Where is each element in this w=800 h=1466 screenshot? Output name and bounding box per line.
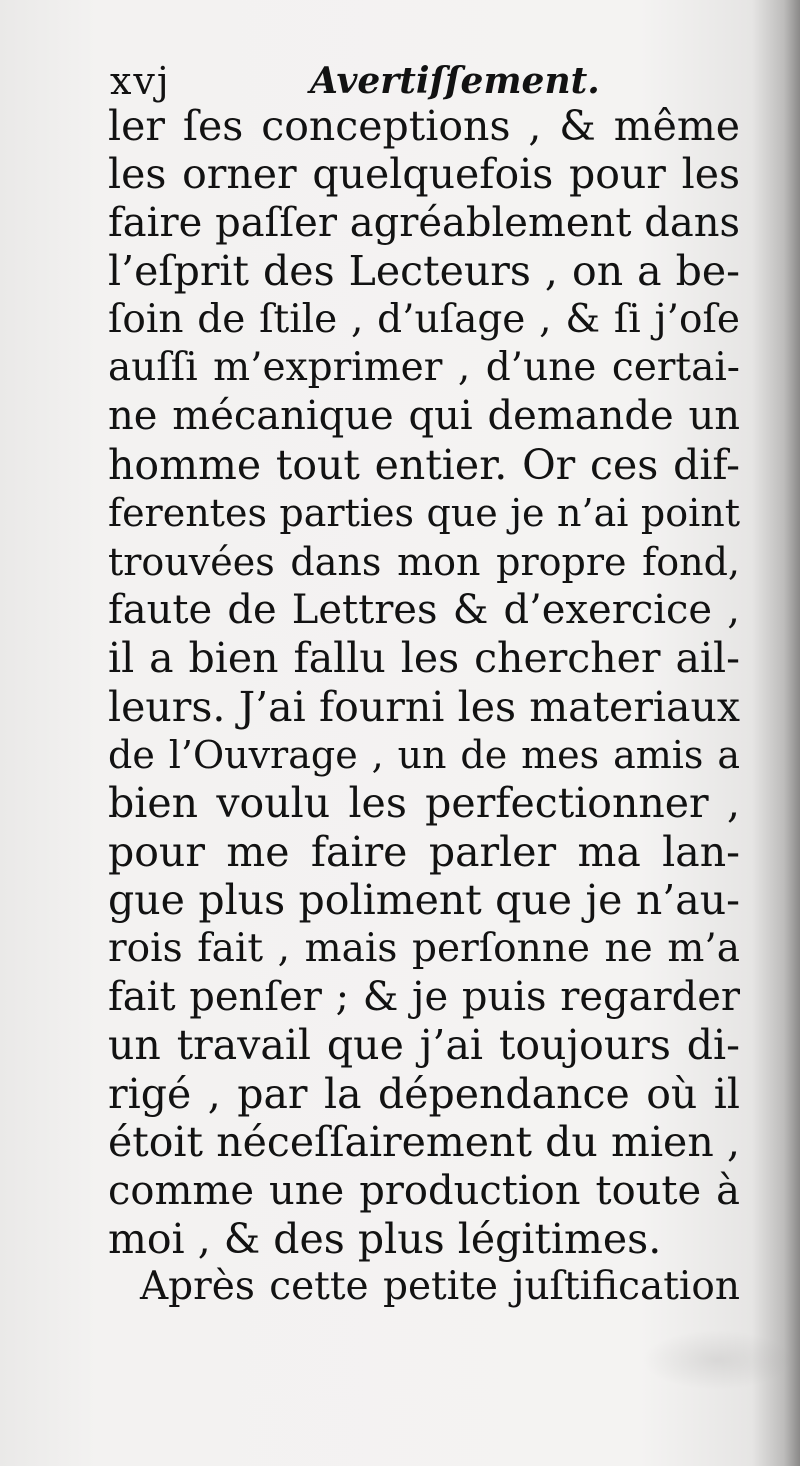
text-line: auſſi m’exprimer , d’une certai- [108,344,740,390]
text-line: un travail que j’ai toujours di- [108,1021,740,1070]
page-header [110,56,740,106]
running-head: Avertiſſement. [310,60,600,102]
text-line: faute de Lettres & d’exercice , [108,586,740,633]
text-line: trouvées dans mon propre fond, [108,539,740,584]
text-line: les orner quelquefois pour les [108,150,740,199]
text-line: bien voulu les perfectionner , [108,779,740,828]
text-line: fait penſer ; & je puis regarder [108,974,740,1021]
text-line: leurs. J’ai fourni les materiaux [108,682,740,731]
text-line: homme tout entier. Or ces dif- [108,440,740,489]
body-text [108,102,740,1312]
text-line: rigé , par la dépendance où il [108,1069,740,1118]
text-line: ſoin de ſtile , d’uſage , & ſi j’oſe [108,296,740,342]
text-line: faire paſſer agréablement dans [108,199,740,246]
text-line: étoit néceſſairement du mien , [108,1118,740,1167]
text-line: ferentes parties que je n’ai point [108,491,740,536]
text-line: comme une production toute à [108,1167,740,1214]
show-through-smudge [642,1330,792,1390]
text-line: l’eſprit des Lecteurs , on a be- [108,247,740,296]
text-line-paragraph-end: moi , & des plus légitimes. [108,1214,662,1263]
text-line: pour me faire parler ma lan- [108,827,740,876]
text-line: gue plus poliment que je n’au- [108,876,740,925]
text-line-paragraph-start: Après cette petite juſtification [140,1264,740,1310]
text-line: rois fait , mais perſonne ne m’a [108,925,740,971]
text-line: de l’Ouvrage , un de mes amis a [108,733,740,778]
page-number: xvj [110,59,171,103]
text-line: ler ſes conceptions , & même [108,102,740,150]
text-line: ne mécanique qui demande un [108,393,740,440]
text-line: il a bien fallu les chercher ail- [108,634,740,683]
